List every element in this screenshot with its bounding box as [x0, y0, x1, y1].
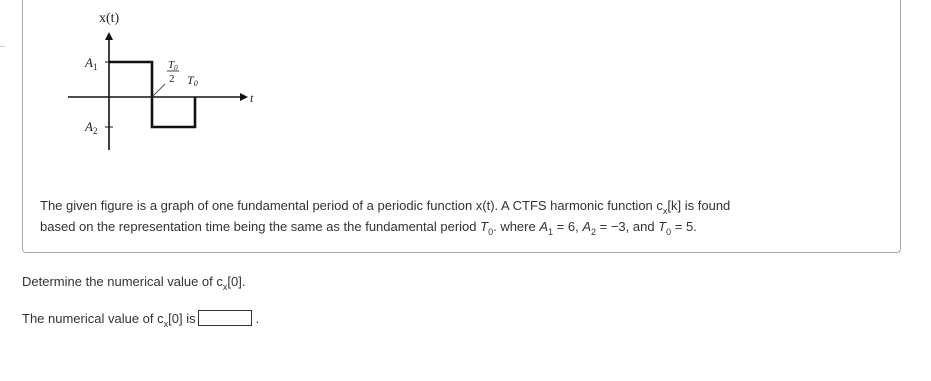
a1-label: $A_1$	[85, 55, 98, 72]
y-axis-label: x(t)	[99, 11, 120, 26]
t-axis-label: t	[250, 91, 254, 105]
half-period-pointer	[153, 84, 165, 96]
a2-label: $A_2$	[85, 119, 98, 136]
period-label: T0	[187, 73, 198, 88]
answer-prompt: The numerical value of $c_x[0]$ is	[22, 310, 196, 329]
half-period-numerator: T0	[168, 59, 178, 72]
answer-input[interactable]	[198, 310, 252, 326]
description-line-1: The given figure is a graph of one fundamental period of a periodic function x(t). A CTFS harmonic function $c_x[k]$ is found	[40, 198, 731, 216]
edge-tick	[0, 46, 5, 47]
half-period-denominator: 2	[169, 73, 175, 85]
description-line-2: based on the representation time being the same as the fundamental period $T_0$. where $A_1 = 6$, $A_2 = -3$, and $T_0 = 5$.	[40, 219, 697, 237]
problem-description	[40, 196, 860, 238]
answer-period: .	[255, 310, 260, 326]
signal-graph	[40, 0, 270, 160]
signal-waveform	[109, 62, 195, 127]
answer-row	[22, 310, 260, 329]
question-text: Determine the numerical value of $c_x[0]$.	[22, 274, 246, 292]
